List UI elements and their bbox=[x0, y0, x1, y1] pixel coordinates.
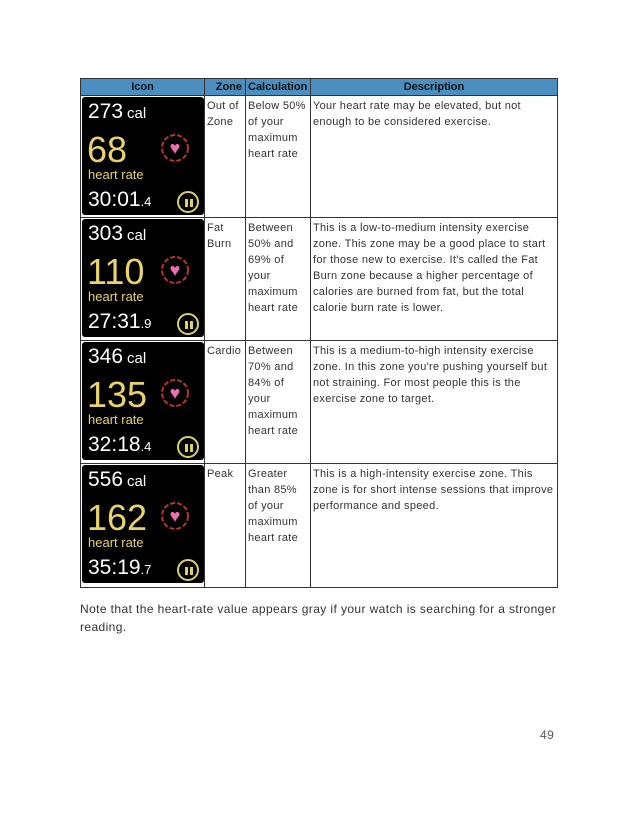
pause-icon bbox=[177, 191, 199, 213]
watch-screen-image bbox=[82, 465, 204, 583]
calories-value: 273 bbox=[88, 100, 124, 123]
heart-rate-label: heart rate bbox=[88, 535, 144, 550]
calories-unit: cal bbox=[127, 473, 147, 490]
header-zone: Zone bbox=[205, 79, 246, 96]
calories-value: 346 bbox=[88, 345, 124, 368]
elapsed-time-fraction: .7 bbox=[140, 562, 152, 577]
icon-cell bbox=[81, 218, 205, 341]
zone-cell: Peak bbox=[205, 464, 246, 588]
elapsed-time-fraction: .4 bbox=[140, 439, 152, 454]
calories-readout bbox=[88, 467, 146, 495]
heart-rate-value: 162 bbox=[87, 497, 148, 538]
header-icon: Icon bbox=[81, 79, 205, 96]
elapsed-time bbox=[88, 555, 151, 583]
page-number: 49 bbox=[540, 728, 555, 742]
elapsed-time-main: 32:18 bbox=[88, 433, 141, 456]
pause-icon bbox=[177, 313, 199, 335]
calculation-cell: Greater than 85% of your maximum heart rate bbox=[246, 464, 311, 588]
heart-icon: ♥ bbox=[169, 260, 181, 280]
heart-icon: ♥ bbox=[169, 138, 181, 158]
heart-rate-value: 135 bbox=[87, 374, 148, 415]
heart-icon: ♥ bbox=[169, 383, 181, 403]
calculation-cell: Between 70% and 84% of your maximum heart rate bbox=[246, 341, 311, 464]
calories-readout bbox=[88, 99, 146, 127]
zone-ring bbox=[160, 255, 190, 285]
calories-unit: cal bbox=[127, 350, 147, 367]
header-description: Description bbox=[311, 79, 558, 96]
table-row bbox=[81, 464, 558, 588]
elapsed-time bbox=[88, 309, 151, 337]
watch-screen-image bbox=[82, 219, 204, 337]
elapsed-time-main: 27:31 bbox=[88, 310, 141, 333]
calories-value: 303 bbox=[88, 222, 124, 245]
description-cell: This is a low-to-medium intensity exercise zone. This zone may be a good place to start for those new to exercise. It's called the Fat Burn zone because a higher percentage of calories are burned from fat, but the total calorie burn rate is lower. bbox=[311, 218, 558, 341]
footnote: Note that the heart-rate value appears gray if your watch is searching for a stronger reading. bbox=[80, 602, 557, 634]
icon-cell bbox=[81, 464, 205, 588]
calories-unit: cal bbox=[127, 105, 147, 122]
table-row bbox=[81, 218, 558, 341]
icon-cell bbox=[81, 96, 205, 218]
pause-icon bbox=[177, 559, 199, 581]
description-cell: This is a high-intensity exercise zone. This zone is for short intense sessions that improve performance and speed. bbox=[311, 464, 558, 588]
zone-ring bbox=[160, 501, 190, 531]
icon-cell bbox=[81, 341, 205, 464]
elapsed-time bbox=[88, 432, 151, 460]
table-header-row bbox=[81, 79, 558, 96]
zone-ring bbox=[160, 133, 190, 163]
calories-readout bbox=[88, 344, 146, 372]
table-row bbox=[81, 341, 558, 464]
watch-screen-image bbox=[82, 97, 204, 215]
calories-value: 556 bbox=[88, 468, 124, 491]
calories-readout bbox=[88, 221, 146, 249]
heart-rate-label: heart rate bbox=[88, 412, 144, 427]
heart-rate-label: heart rate bbox=[88, 289, 144, 304]
elapsed-time-fraction: .4 bbox=[140, 194, 152, 209]
heart-rate-value: 68 bbox=[87, 129, 128, 170]
description-cell: This is a medium-to-high intensity exercise zone. In this zone you're pushing yourself but not straining. For most people this is the exercise zone to target. bbox=[311, 341, 558, 464]
calculation-cell: Below 50% of your maximum heart rate bbox=[246, 96, 311, 218]
zone-cell: Cardio bbox=[205, 341, 246, 464]
heart-icon: ♥ bbox=[169, 506, 181, 526]
table-row bbox=[81, 96, 558, 218]
zone-cell: Out of Zone bbox=[205, 96, 246, 218]
calculation-cell: Between 50% and 69% of your maximum heart rate bbox=[246, 218, 311, 341]
watch-screen-image bbox=[82, 342, 204, 460]
pause-icon bbox=[177, 436, 199, 458]
heart-rate-value: 110 bbox=[87, 251, 145, 292]
heart-rate-zones-table bbox=[80, 78, 558, 588]
zone-cell: Fat Burn bbox=[205, 218, 246, 341]
heart-rate-label: heart rate bbox=[88, 167, 144, 182]
description-cell: Your heart rate may be elevated, but not enough to be considered exercise. bbox=[311, 96, 558, 218]
elapsed-time-main: 30:01 bbox=[88, 188, 141, 211]
elapsed-time-fraction: .9 bbox=[140, 316, 152, 331]
calories-unit: cal bbox=[127, 227, 147, 244]
elapsed-time bbox=[88, 187, 151, 215]
header-calculation: Calculation bbox=[246, 79, 311, 96]
elapsed-time-main: 35:19 bbox=[88, 556, 141, 579]
zone-ring bbox=[160, 378, 190, 408]
